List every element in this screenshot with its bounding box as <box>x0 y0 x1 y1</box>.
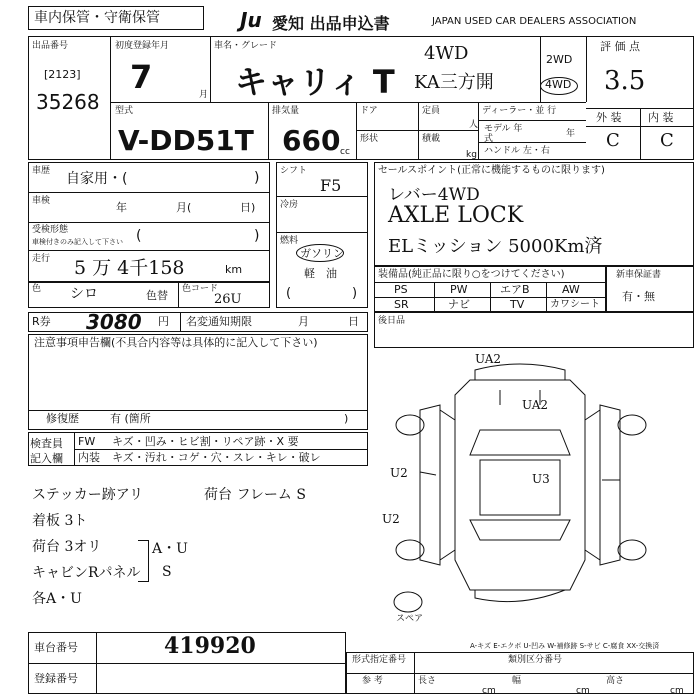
cooler-label: 冷房 <box>280 200 299 210</box>
inspection-day: 日) <box>240 201 256 214</box>
model-year-unit: 年 <box>566 129 576 139</box>
diagram-windshield <box>470 430 570 455</box>
bracket-a: A・U <box>152 541 188 557</box>
recycle-value: 3080 <box>86 310 142 334</box>
frame-label: 車台番号 <box>34 641 78 654</box>
check-fw-items: キズ・凹み・ヒビ割・リペア跡・X 要 <box>112 435 299 448</box>
selling-point-2: AXLE LOCK <box>388 203 524 228</box>
selling-points-label: セールスポイント(正常に機能するものに限ります) <box>378 165 605 176</box>
repair-value: 有 (箇所 <box>110 412 151 425</box>
rating-label: 評 価 点 <box>600 40 640 53</box>
diagram-mark-ua2-top: UA2 <box>475 352 502 366</box>
ref-label-1: 参 考 <box>362 676 383 686</box>
length-unit: cm <box>482 686 496 696</box>
exterior-label: 外 装 <box>596 111 622 124</box>
warranty-value: 有・無 <box>622 290 655 303</box>
displacement-value: 660 <box>282 124 341 157</box>
inspector-note-5: キャビンRパネル <box>32 565 141 581</box>
car-name-label: 車名・グレード <box>214 41 278 51</box>
lot-bracket-code: [2123] <box>44 68 81 81</box>
fuel-diesel: 軽 油 <box>304 267 337 280</box>
reception-close: ) <box>254 228 260 244</box>
shift-value: F5 <box>320 176 342 195</box>
first-reg-month-unit: 月 <box>199 90 209 100</box>
fuel-label: 燃料 <box>280 236 299 246</box>
color-code-value: 26U <box>214 292 242 307</box>
ju-logo: Ju <box>240 8 262 32</box>
back-side-label: 後日品 <box>378 316 406 326</box>
diagram-legend: A-キズ E-エクボ U-凹み W-補修跡 S-サビ C-腐食 XX-交換済 <box>470 642 660 650</box>
usage-value: 自家用・( <box>66 171 128 187</box>
check-inner-items: キズ・汚れ・コゲ・穴・スレ・キレ・破レ <box>112 451 321 464</box>
registration-label: 登録番号 <box>34 672 78 685</box>
drive-2wd: 2WD <box>546 53 573 66</box>
selling-point-3: ELミッション 5000Km済 <box>388 236 603 257</box>
capacity-label: 定員 <box>422 106 441 116</box>
frame-value: 419920 <box>164 633 256 659</box>
first-reg-label: 初度登録年月 <box>115 41 170 51</box>
type-class-label: 類別区分番号 <box>508 655 563 665</box>
color-label: 色 <box>32 284 42 294</box>
equip-leather: カワシート <box>550 299 600 310</box>
equip-aw: AW <box>562 283 580 296</box>
recycle-label: R券 <box>32 315 51 328</box>
bracket-mark <box>138 540 149 582</box>
diagram-mark-ua2-roof: UA2 <box>522 398 549 412</box>
diagram-rear-window <box>470 520 570 540</box>
reception-sub: 車検付きのみ記入して下さい <box>32 238 123 246</box>
diagram-spare-wheel <box>394 592 422 612</box>
inspector-note-4: 荷台 3オリ <box>32 539 102 555</box>
fuel-close: ) <box>352 286 358 301</box>
bracket-s: S <box>162 564 172 580</box>
lot-number: 35268 <box>36 90 100 114</box>
interior-value: C <box>660 130 674 151</box>
equip-airbag: エアB <box>500 283 530 296</box>
inspector-label: 検査員 記入欄 <box>30 437 63 465</box>
model-value: V-DD51T <box>118 124 254 157</box>
diagram-wheel-fr <box>618 415 646 435</box>
equip-navi: ナビ <box>448 298 470 311</box>
first-reg-month-value: 7 <box>130 58 153 96</box>
model-year-label: モデル 年式 <box>484 124 523 144</box>
equipment-label: 装備品(純正品に限り○をつけてください) <box>378 269 565 280</box>
drive-4wd: 4WD <box>545 78 572 91</box>
inspection-year: 年 <box>116 201 127 214</box>
mileage-label: 走行 <box>32 254 51 264</box>
repair-close: ) <box>344 412 349 425</box>
height-unit: cm <box>670 686 684 696</box>
repair-label: 修復歴 <box>46 412 79 425</box>
notes-label: 注意事項申告欄(不具合内容等は具体的に記入して下さい) <box>34 336 318 349</box>
shift-label: シフト <box>280 166 308 176</box>
fuel-open: ( <box>286 286 292 301</box>
equip-ps: PS <box>394 283 408 296</box>
interior-label: 内 装 <box>648 111 674 124</box>
transfer-label: 名変通知期限 <box>186 315 252 328</box>
color-change-label: 色替 <box>146 289 168 302</box>
reception-open: ( <box>136 228 142 244</box>
association-name: JAPAN USED CAR DEALERS ASSOCIATION <box>432 16 637 27</box>
mileage-value: 5 万 4千158 <box>74 257 185 279</box>
check-fw: FW <box>78 435 96 448</box>
color-value: シロ <box>70 286 98 302</box>
inspector-note-1: ステッカー跡アリ <box>32 487 144 503</box>
diagram-right-side <box>600 405 620 565</box>
diagram-mark-u2-left: U2 <box>390 466 408 480</box>
check-inner: 内装 <box>78 451 100 464</box>
transfer-month: 月 <box>298 315 309 328</box>
inspector-note-3: 着板 3ト <box>32 513 88 529</box>
grade-line2: KA三方開 <box>414 72 494 93</box>
usage-label: 車歴 <box>32 166 51 176</box>
custody-label: 車内保管・守衛保管 <box>34 10 160 26</box>
handle-label: ハンドル 左・右 <box>484 146 550 156</box>
diagram-roof-outline <box>455 380 585 590</box>
equip-tv: TV <box>510 298 525 311</box>
inspection-label: 車検 <box>32 196 51 206</box>
lot-label: 出品番号 <box>32 41 69 51</box>
recycle-unit: 円 <box>158 315 169 328</box>
load-label: 積載 <box>422 134 441 144</box>
model-label: 型式 <box>115 106 134 116</box>
spare-label: スペア <box>396 614 424 624</box>
diagram-front-bumper <box>475 364 565 380</box>
car-name-value: キャリィ T <box>235 63 395 101</box>
equip-sr: SR <box>394 298 409 311</box>
equip-pw: PW <box>450 283 468 296</box>
inspection-month: 月( <box>176 201 192 214</box>
warranty-label: 新車保証書 <box>616 270 662 280</box>
grade-line1: 4WD <box>424 43 469 64</box>
diagram-wheel-rr <box>618 540 646 560</box>
displacement-label: 排気量 <box>272 106 300 116</box>
capacity-unit: 人 <box>469 120 479 130</box>
diagram-rear-bumper <box>475 590 565 602</box>
exterior-value: C <box>606 130 620 151</box>
diagram-mark-u3: U3 <box>532 472 550 486</box>
color-code-label: 色コード <box>182 284 219 294</box>
shape-label: 形状 <box>360 134 379 144</box>
width-unit: cm <box>576 686 590 696</box>
selling-point-1: レバー4WD <box>388 185 480 205</box>
usage-close: ) <box>254 170 260 186</box>
height-label: 高さ <box>606 676 625 686</box>
length-label: 長さ <box>418 676 437 686</box>
fuel-gasoline: ガソリン <box>300 247 344 260</box>
damage-diagram <box>380 350 680 630</box>
inspector-note-2: 荷台 フレーム S <box>204 487 306 503</box>
inspector-note-6: 各A・U <box>32 591 82 607</box>
door-label: ドア <box>360 106 378 116</box>
diagram-mark-u2-left-low: U2 <box>382 512 400 526</box>
displacement-unit: cc <box>340 147 350 157</box>
load-unit: kg <box>466 150 477 160</box>
width-label: 幅 <box>512 676 522 686</box>
form-title: 愛知 出品申込書 <box>272 14 390 33</box>
rating-value: 3.5 <box>604 66 646 96</box>
mileage-unit: km <box>225 263 243 276</box>
back-side-box <box>374 312 694 348</box>
model-spec-label: 形式指定番号 <box>352 655 407 665</box>
transfer-day: 日 <box>348 315 359 328</box>
reception-label: 受検形態 <box>32 225 69 235</box>
diagram-roof-panel <box>480 460 560 515</box>
dealer-label: ディーラー・並 行 <box>482 106 557 116</box>
